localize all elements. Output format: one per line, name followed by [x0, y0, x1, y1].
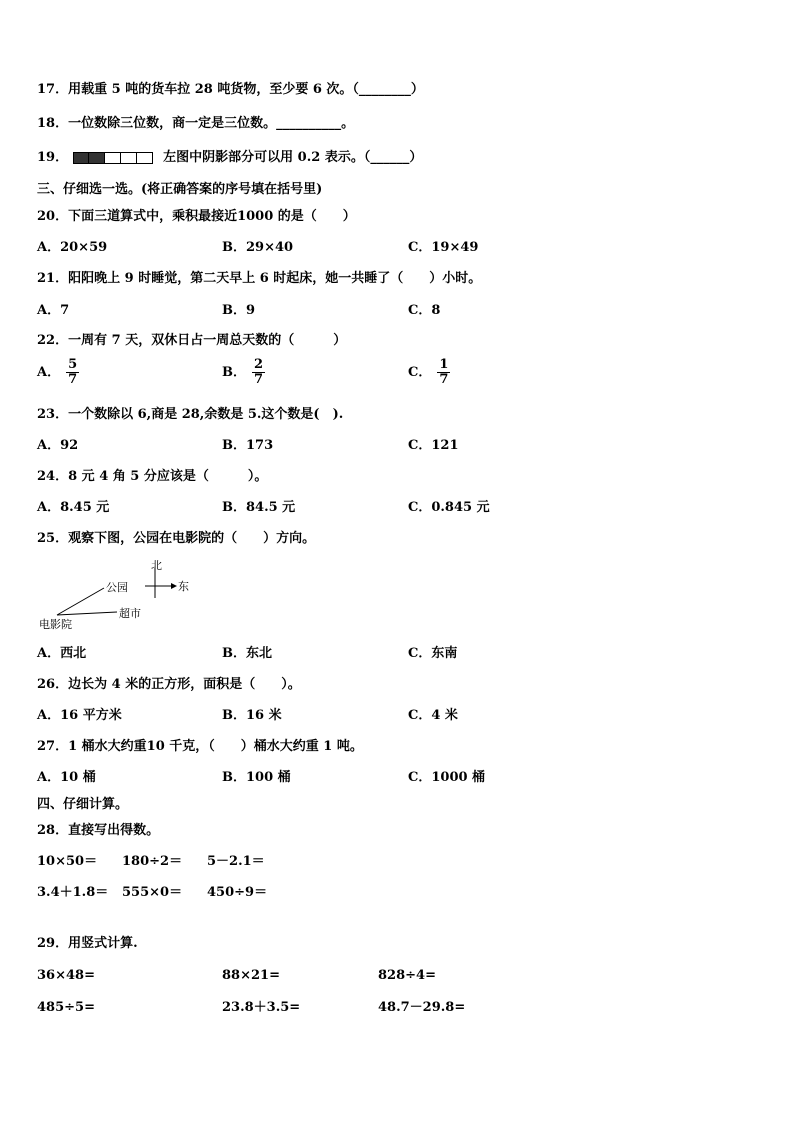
question-18: 18．一位数除三位数，商一定是三位数。__________。 [37, 116, 355, 131]
option-b: B．16 米 [222, 708, 282, 723]
option-b: B．9 [222, 303, 256, 318]
question-17: 17．用载重 5 吨的货车拉 28 吨货物，至少要 6 次。（________） [37, 82, 424, 97]
option-b: B．100 桶 [222, 770, 291, 785]
option-c: C．19×49 [408, 240, 479, 255]
question-21: 21．阳阳晚上 9 时睡觉，第二天早上 6 时起床，她一共睡了（ ）小时。 [37, 271, 482, 286]
fraction [437, 358, 450, 387]
option-c [408, 358, 450, 387]
question-19 [37, 150, 422, 166]
option-a: A．7 [37, 303, 70, 318]
shaded-grid-figure [73, 152, 153, 164]
option-c: C．4 米 [408, 708, 458, 723]
option-c: C．0.845 元 [408, 500, 490, 515]
calc-item: 5－2.1＝ [207, 854, 265, 869]
calc-item: 48.7－29.8= [378, 1000, 466, 1015]
question-number: 19． [37, 150, 69, 165]
option-b: B．东北 [222, 646, 272, 661]
question-24: 24．8 元 4 角 5 分应该是（ ）。 [37, 469, 268, 484]
calc-item: 450÷9＝ [207, 885, 268, 900]
line-to-market [57, 612, 117, 615]
grid-cell [105, 152, 121, 164]
option-c: C．121 [408, 438, 459, 453]
calc-item: 88×21= [222, 968, 280, 983]
question-29: 29．用竖式计算. [37, 936, 138, 951]
grid-cell-shaded [73, 152, 89, 164]
option-a: A．20×59 [37, 240, 108, 255]
question-28: 28．直接写出得数。 [37, 823, 160, 838]
grid-cell [121, 152, 137, 164]
option-a: A．10 桶 [37, 770, 96, 785]
fraction [66, 358, 79, 387]
question-text: 左图中阴影部分可以用 0.2 表示。（______） [163, 150, 423, 165]
east-label: 东 [178, 580, 189, 593]
calc-item: 36×48= [37, 968, 95, 983]
north-label: 北 [151, 559, 162, 572]
option-label: A． [37, 365, 61, 380]
direction-diagram [37, 556, 197, 632]
question-23: 23．一个数除以 6,商是 28,余数是 5.这个数是( ). [37, 407, 344, 422]
option-c: C．东南 [408, 646, 458, 661]
calc-item: 23.8＋3.5= [222, 1000, 301, 1015]
fraction [252, 358, 265, 387]
option-label: B． [222, 365, 246, 380]
option-c: C．1000 桶 [408, 770, 486, 785]
denominator: 7 [439, 372, 449, 387]
calc-item: 10×50＝ [37, 854, 98, 869]
question-20: 20．下面三道算式中，乘积最接近1000 的是（ ） [37, 209, 356, 224]
question-27: 27．1 桶水大约重10 千克，（ ）桶水大约重 1 吨。 [37, 739, 363, 754]
option-b [222, 358, 265, 387]
grid-cell-shaded [89, 152, 105, 164]
question-26: 26．边长为 4 米的正方形，面积是（ ）。 [37, 677, 301, 692]
denominator: 7 [68, 372, 78, 387]
option-c: C．8 [408, 303, 441, 318]
market-label: 超市 [119, 607, 141, 620]
calc-item: 555×0＝ [122, 885, 183, 900]
option-b: B．29×40 [222, 240, 294, 255]
option-label: C． [408, 365, 432, 380]
option-b: B．84.5 元 [222, 500, 296, 515]
calc-item: 3.4＋1.8＝ [37, 885, 109, 900]
numerator: 5 [68, 357, 78, 372]
option-b: B．173 [222, 438, 274, 453]
line-to-park [57, 588, 104, 615]
numerator: 1 [439, 357, 449, 372]
numerator: 2 [254, 357, 264, 372]
cinema-label: 电影院 [39, 618, 72, 631]
section-4-heading: 四、仔细计算。 [37, 797, 129, 812]
park-label: 公园 [106, 581, 128, 594]
calc-item: 485÷5= [37, 1000, 95, 1015]
question-25: 25．观察下图，公园在电影院的（ ）方向。 [37, 531, 316, 546]
east-arrow-icon [171, 583, 177, 589]
option-a: A．92 [37, 438, 79, 453]
grid-cell [137, 152, 153, 164]
section-3-heading: 三、仔细选一选。(将正确答案的序号填在括号里) [37, 182, 323, 197]
option-a: A．西北 [37, 646, 87, 661]
calc-item: 828÷4= [378, 968, 436, 983]
option-a [37, 358, 79, 387]
calc-item: 180÷2＝ [122, 854, 183, 869]
option-a: A．8.45 元 [37, 500, 110, 515]
question-22: 22．一周有 7 天，双休日占一周总天数的（ ） [37, 333, 347, 348]
option-a: A．16 平方米 [37, 708, 122, 723]
denominator: 7 [254, 372, 264, 387]
